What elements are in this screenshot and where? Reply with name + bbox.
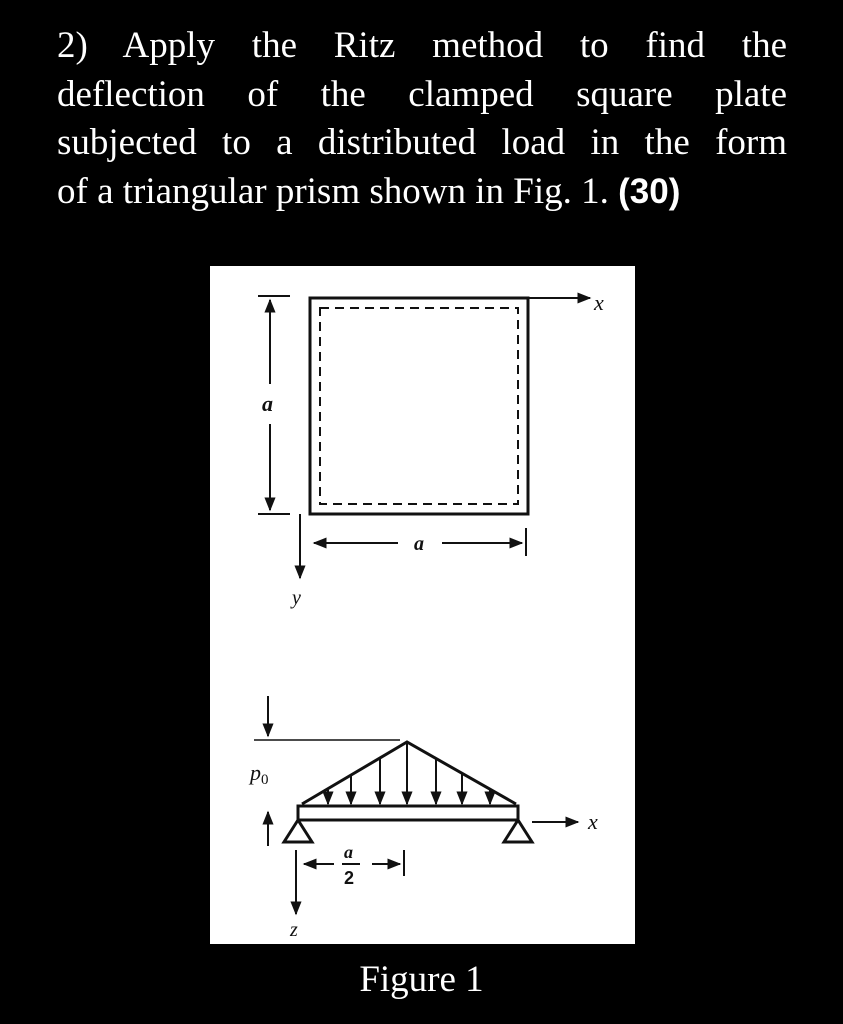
label-y-axis: y bbox=[292, 587, 301, 609]
problem-statement bbox=[57, 22, 787, 216]
figure-drawing bbox=[210, 266, 635, 944]
load-side-view bbox=[254, 696, 578, 914]
problem-line-3: subjected to a distributed load in the form bbox=[57, 122, 787, 163]
support-right bbox=[504, 820, 532, 842]
figure-1 bbox=[210, 266, 635, 944]
plate-top-view bbox=[258, 296, 590, 578]
label-bottom-a: a bbox=[414, 533, 424, 555]
label-side-a: a bbox=[262, 391, 273, 416]
problem-line-1: 2) Apply the Ritz method to find the bbox=[57, 25, 787, 66]
points-value: (30) bbox=[618, 171, 681, 211]
label-z-axis: z bbox=[290, 919, 298, 941]
support-left bbox=[284, 820, 312, 842]
beam bbox=[298, 806, 518, 820]
label-half-denominator: 2 bbox=[344, 868, 355, 888]
label-x-top: x bbox=[594, 290, 604, 315]
label-half-numerator: a bbox=[344, 842, 353, 862]
figure-caption: Figure 1 bbox=[359, 959, 484, 1000]
problem-line-4-text: of a triangular prism shown in Fig. 1. bbox=[57, 170, 609, 212]
load-triangle bbox=[302, 742, 516, 804]
label-p0-base: p bbox=[250, 760, 261, 785]
plate-outer-edge bbox=[310, 298, 528, 514]
problem-line-4 bbox=[57, 168, 787, 217]
problem-line-2: deflection of the clamped square plate bbox=[57, 73, 787, 115]
label-p0-subscript: 0 bbox=[261, 772, 269, 788]
label-x-beam: x bbox=[588, 809, 598, 834]
plate-clamped-boundary bbox=[320, 308, 518, 504]
label-p0 bbox=[248, 760, 269, 788]
